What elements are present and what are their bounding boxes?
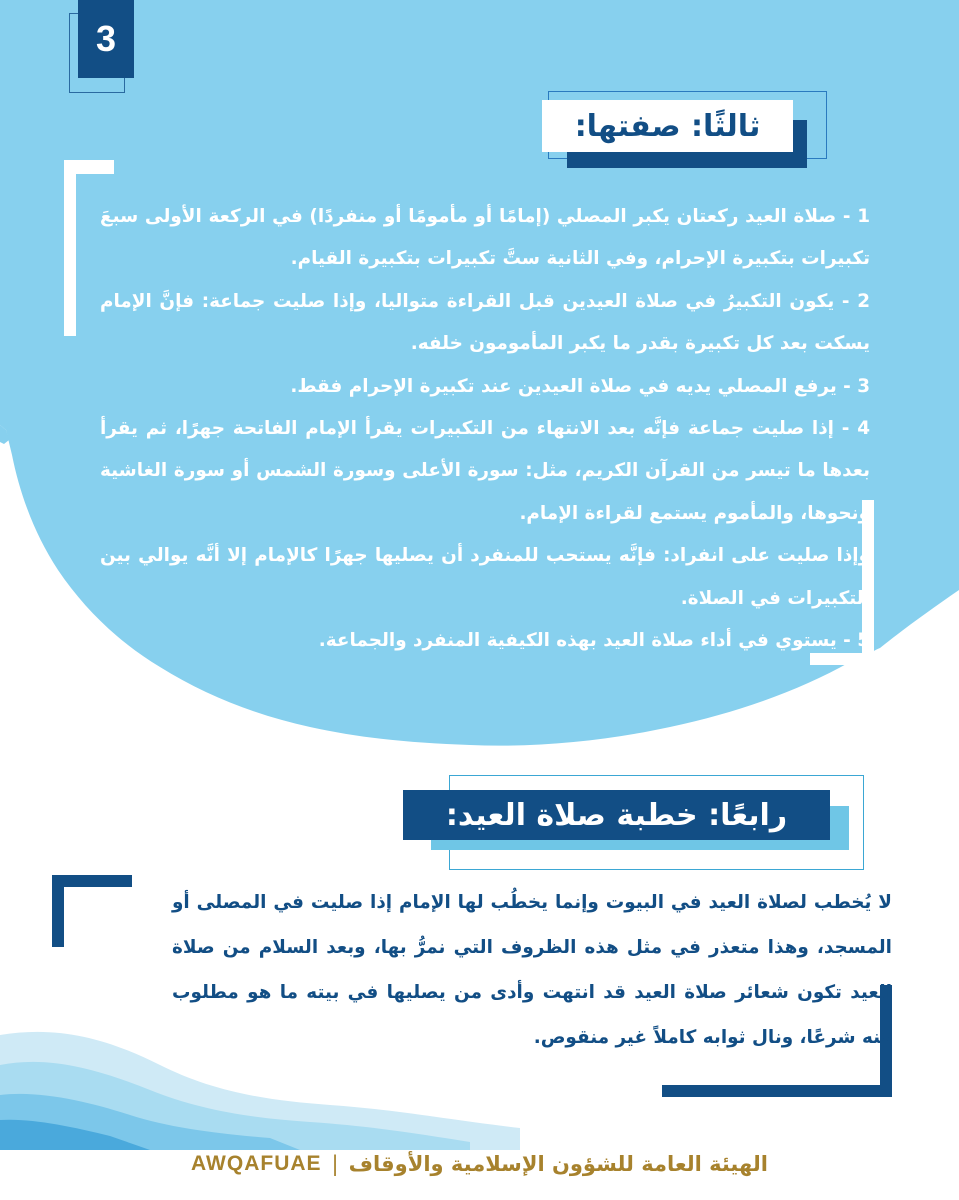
section3-item-3: 3 - يرفع المصلي يديه في صلاة العيدين عند تكبيرة الإحرام فقط. <box>290 375 870 397</box>
section3-body <box>100 196 870 662</box>
section4-body <box>172 880 892 1060</box>
section3-item-4: 4 - إذا صليت جماعة فإنَّه بعد الانتهاء من التكبيرات يقرأ الإمام الفاتحة جهرًا، ثم يقرأ بعدها ما تيسر من القرآن الكريم، مثل: سورة الأعلى وسورة الشمس أو سورة الغاشية ونحوها، والمأموم يستمع لقراءة الإمام. <box>100 418 870 524</box>
frame-bottom-h <box>662 1085 892 1097</box>
section3-item-2: 2 - يكون التكبيرُ في صلاة العيدين قبل القراءة متواليا، وإذا صليت جماعة: فإنَّ الإمام يسكت بعد كل تكبيرة بقدر ما يكبر المأمومون خلفه. <box>100 290 870 355</box>
section3-item-5: 5 - يستوي في أداء صلاة العيد بهذه الكيفية المنفرد والجماعة. <box>318 630 870 652</box>
section3-item-1: 1 - صلاة العيد ركعتان يكبر المصلي (إمامًا أو مأمومًا أو منفردًا) في الركعة الأولى سبعَ تكبيرات بتكبيرة الإحرام، وفي الثانية ستَّ تكبيرات بتكبيرة القيام. <box>100 206 870 270</box>
section3-item-4b: وإذا صليت على انفراد: فإنَّه يستحب للمنفرد أن يصليها جهرًا كالإمام إلا أنَّه يوالي بين التكبيرات في الصلاة. <box>100 545 870 609</box>
frame-left-h <box>52 875 132 887</box>
bracket-top-left-v <box>64 160 76 336</box>
footer-separator: | <box>331 1152 339 1176</box>
footer <box>0 1146 959 1182</box>
section4-paragraph: لا يُخطب لصلاة العيد في البيوت وإنما يخطُب لها الإمام إذا صليت في المصلى أو المسجد، وهذا متعذر في مثل هذه الظروف التي نمرُّ بها، وبعد السلام من صلاة العيد تكون شعائر صلاة العيد قد انتهت وأدى من يصليها في بيته ما هو مطلوب منه شرعًا، ونال ثوابه كاملاً غير منقوص. <box>172 892 892 1048</box>
footer-english-handle: AWQAFUAE <box>191 1152 322 1175</box>
section3-heading: ثالثًا: صفتها: <box>542 100 793 152</box>
section4-heading: رابعًا: خطبة صلاة العيد: <box>403 790 830 840</box>
page-number: 3 <box>78 0 134 78</box>
footer-arabic-name: الهيئة العامة للشؤون الإسلامية والأوقاف <box>348 1152 768 1176</box>
